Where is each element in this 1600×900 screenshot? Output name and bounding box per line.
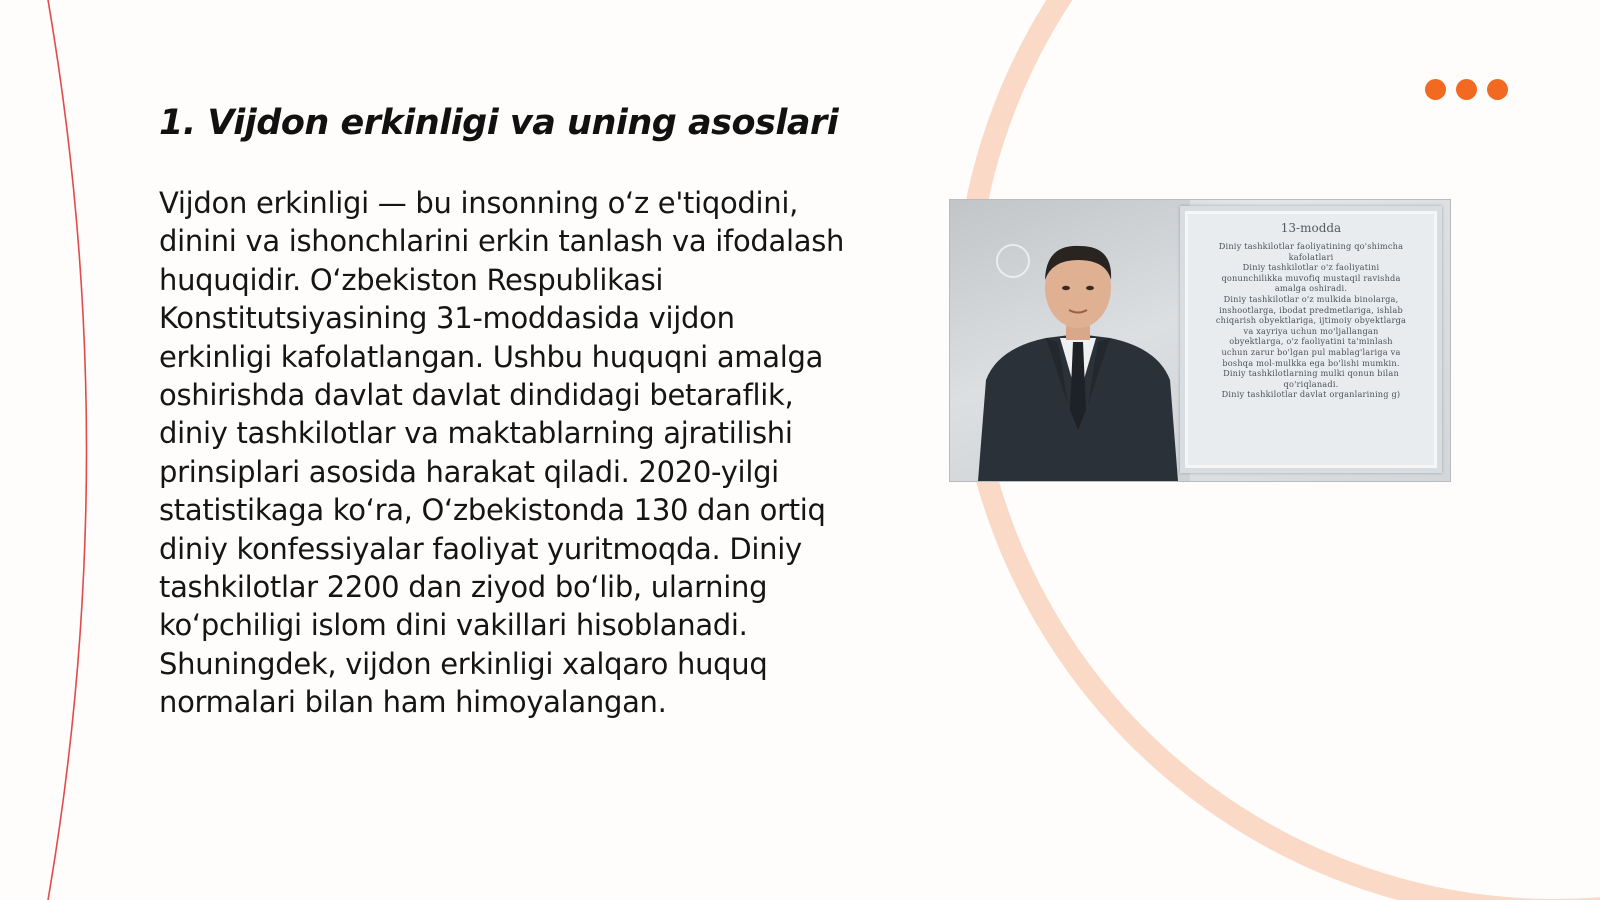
card-line: Diniy tashkilotlar davlat organlarining g) [1221,389,1401,400]
card-line: va xayriya uchun mo'ljallangan [1243,325,1379,336]
dot [1487,79,1508,100]
card-line: obyektlarga, o'z faoliyatini ta'minlash [1229,336,1393,347]
card-line: uchun zarur bo'lgan pul mablag'lariga va [1221,346,1401,357]
card-line: amalga oshiradi. [1274,283,1348,294]
video-thumbnail[interactable] [950,200,1450,481]
dot [1425,79,1446,100]
card-line: chiqarish obyektlariga, ijtimoiy obyektlarga [1215,315,1407,326]
card-line: kafolatlari [1288,251,1334,262]
card-line: qo'riqlanadi. [1283,378,1339,389]
dot [1456,79,1477,100]
document-card [1180,206,1442,473]
slide-body-text: Vijdon erkinligi — bu insonning o‘z e'tiqodini, dinini va ishonchlarini erkin tanlash va ifodalash huquqidir. O‘zbekiston Respublikasi Konstitutsiyasining 31-moddasida vijdon erkinligi kafolatlangan. Ushbu huquqni amalga oshirishda davlat davlat dindidagi betaraflik, diniy tashkilotlar va maktablarning ajratilishi prinsiplari asosida harakat qiladi. 2020-yilgi statistikaga ko‘ra, O‘zbekistonda 130 dan ortiq diniy konfessiyalar faoliyat yuritmoqda. Diniy tashkilotlar 2200 dan ziyod bo‘lib, ularning ko‘pchiligi islom dini vakillari hisoblanadi. Shuningdek, vijdon erkinligi xalqaro huquq normalari bilan ham himoyalangan. [159,186,845,720]
document-card-text [1197,241,1425,400]
slide-title: 1. Vijdon erkinligi va uning asoslari [159,103,839,143]
card-line: qonunchilikka muvofiq mustaqil ravishda [1221,272,1401,283]
card-line: Diniy tashkilotlar o'z mulkida binolarga, [1223,293,1399,304]
decorative-left-curve [48,0,87,900]
card-line: Diniy tashkilotlar faoliyatining qo'shimcha [1218,241,1404,251]
card-line: inshootlarga, ibodat predmetlariga, ishlab [1219,304,1403,315]
card-line: Diniy tashkilotlarning mulki qonun bilan [1223,368,1399,379]
more-dots-icon [1425,79,1508,100]
document-card-title: 13-modda [1280,221,1342,235]
presenter-figure [968,230,1188,481]
card-line: boshqa mol-mulkka ega bo'lishi mumkin. [1222,357,1400,368]
card-line: Diniy tashkilotlar o'z faoliyatini [1242,262,1380,273]
